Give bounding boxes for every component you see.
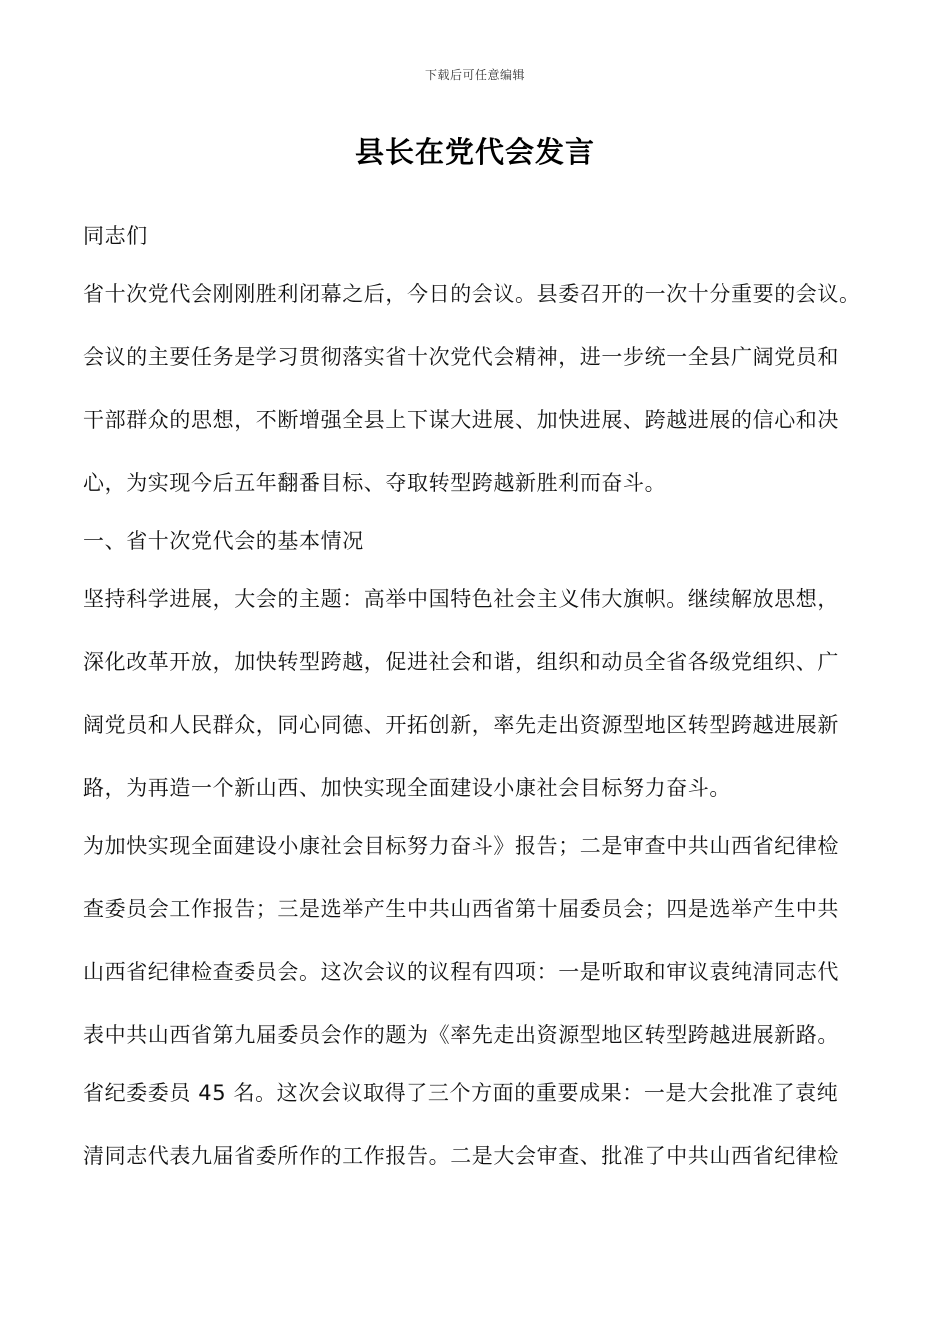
paragraph-line: 省纪委委员 45 名。这次会议取得了三个方面的重要成果：一是大会批准了袁纯 [83, 1081, 839, 1105]
header-note: 下载后可任意编辑 [424, 68, 525, 82]
paragraph-line: 清同志代表九届省委所作的工作报告。二是大会审查、批准了中共山西省纪律检 [83, 1144, 839, 1168]
paragraph-line: 深化改革开放，加快转型跨越，促进社会和谐，组织和动员全省各级党组织、广 [83, 650, 839, 674]
paragraph-line: 会议的主要任务是学习贯彻落实省十次党代会精神，进一步统一全县广阔党员和 [83, 345, 839, 369]
salutation: 同志们 [83, 224, 148, 248]
paragraph-line: 表中共山西省第九届委员会作的题为《率先走出资源型地区转型跨越进展新路。 [83, 1023, 839, 1047]
paragraph-line: 省十次党代会刚刚胜利闭幕之后，今日的会议。县委召开的一次十分重要的会议。 [83, 282, 861, 306]
document-body [83, 222, 893, 1171]
document-title: 县长在党代会发言 [354, 135, 595, 169]
paragraph-line: 路，为再造一个新山西、加快实现全面建设小康社会目标努力奋斗。 [83, 776, 731, 800]
paragraph-line: 坚持科学进展，大会的主题：高举中国特色社会主义伟大旗帜。继续解放思想， [83, 587, 839, 611]
paragraph-line: 为加快实现全面建设小康社会目标努力奋斗》报告；二是审查中共山西省纪律检 [83, 834, 839, 858]
paragraph-line: 阔党员和人民群众，同心同德、开拓创新，率先走出资源型地区转型跨越进展新 [83, 713, 839, 737]
paragraph-line: 查委员会工作报告；三是选举产生中共山西省第十届委员会；四是选举产生中共 [83, 897, 839, 921]
paragraph-line: 心，为实现今后五年翻番目标、夺取转型跨越新胜利而奋斗。 [83, 471, 667, 495]
paragraph-line: 山西省纪律检查委员会。这次会议的议程有四项：一是听取和审议袁纯清同志代 [83, 960, 839, 984]
paragraph-line: 干部群众的思想，不断增强全县上下谋大进展、加快进展、跨越进展的信心和决 [83, 408, 839, 432]
section-heading: 一、省十次党代会的基本情况 [83, 529, 364, 553]
